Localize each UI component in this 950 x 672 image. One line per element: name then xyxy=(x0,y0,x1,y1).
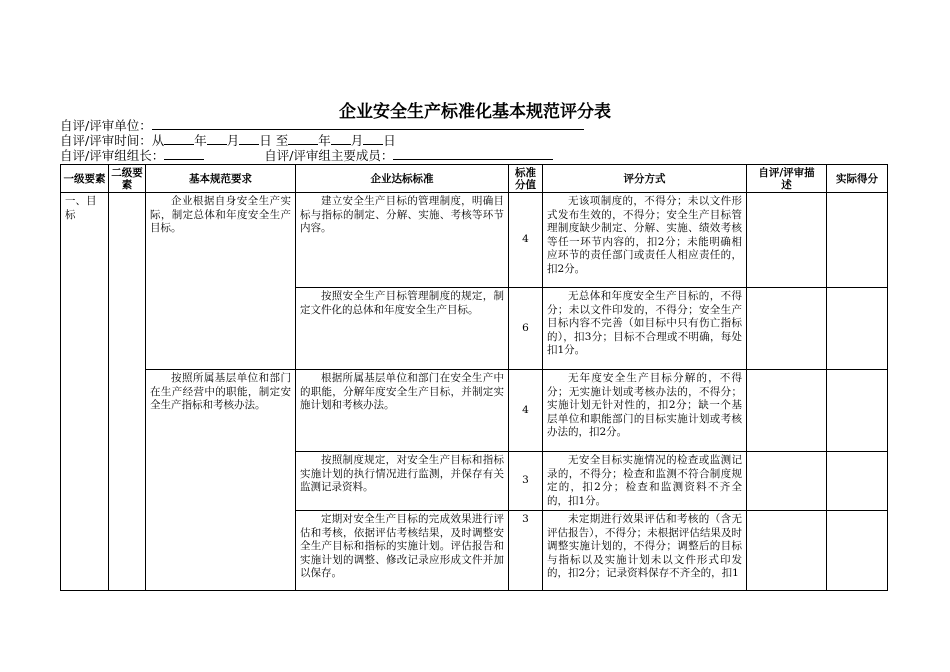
table-row xyxy=(61,193,888,288)
self-eval-cell[interactable] xyxy=(747,370,827,452)
unit-label: 自评/评审单位： xyxy=(60,118,152,133)
header-actual: 实际得分 xyxy=(827,165,888,193)
standard-cell: 按照制度规定，对安全生产目标和指标实施计划的执行情况进行监测，并保存有关监测记录资料。 xyxy=(296,452,509,511)
end-day-unit: 日 xyxy=(383,133,396,148)
actual-score-cell[interactable] xyxy=(827,511,888,591)
to-label: 至 xyxy=(275,133,289,148)
score-cell: 4 xyxy=(509,370,543,452)
standard-cell: 定期对安全生产目标的完成效果进行评估和考核，依据评估考核结果，及时调整安全生产目标和指标的实施计划。评估报告和实施计划的调整、修改记录应形成文件并加以保存。 xyxy=(296,511,509,591)
time-line xyxy=(60,133,396,148)
start-day-unit: 日 xyxy=(259,133,272,148)
start-day-blank xyxy=(239,133,259,145)
header-level1: 一级要素 xyxy=(61,165,109,193)
level2-cell xyxy=(109,193,146,591)
end-year-unit: 年 xyxy=(318,133,331,148)
members-blank xyxy=(393,148,553,160)
start-year-unit: 年 xyxy=(194,133,207,148)
end-year-blank xyxy=(288,133,318,145)
score-table xyxy=(60,164,888,591)
method-cell: 无安全目标实施情况的检查或监测记录的，不得分；检查和监测不符合制度规定的，扣2分；检查和监测资料不齐全的，扣1分。 xyxy=(543,452,747,511)
header-level2: 二级要素 xyxy=(109,165,146,193)
header-standard: 企业达标标准 xyxy=(296,165,509,193)
header-score: 标准分值 xyxy=(509,165,543,193)
header-method: 评分方式 xyxy=(543,165,747,193)
self-eval-cell[interactable] xyxy=(747,511,827,591)
actual-score-cell[interactable] xyxy=(827,452,888,511)
header-self: 自评/评审描 述 xyxy=(747,165,827,193)
self-eval-cell[interactable] xyxy=(747,452,827,511)
time-label: 自评/评审时间：从 xyxy=(60,133,165,148)
leader-line xyxy=(60,148,553,163)
standard-cell: 按照安全生产目标管理制度的规定，制定文件化的总体和年度安全生产目标。 xyxy=(296,288,509,370)
unit-line xyxy=(60,118,584,133)
table-row xyxy=(61,370,888,452)
end-day-blank xyxy=(363,133,383,145)
actual-score-cell[interactable] xyxy=(827,193,888,288)
standard-cell: 根据所属基层单位和部门在安全生产中的职能，分解年度安全生产目标，并制定实施计划和考核办法。 xyxy=(296,370,509,452)
end-month-blank xyxy=(331,133,351,145)
end-month-unit: 月 xyxy=(350,133,364,148)
actual-score-cell[interactable] xyxy=(827,370,888,452)
header-row xyxy=(61,165,888,193)
unit-blank xyxy=(152,118,584,130)
method-cell: 无年度安全生产目标分解的，不得分；无实施计划或考核办法的，不得分；实施计划无针对性的，扣2分；缺一个基层单位和职能部门的目标实施计划或考核办法的，扣2分。 xyxy=(543,370,747,452)
leader-label: 自评/评审组组长： xyxy=(60,148,165,163)
score-cell: 4 xyxy=(509,193,543,288)
self-eval-cell[interactable] xyxy=(747,288,827,370)
basic-req-cell: 企业根据自身安全生产实际，制定总体和年度安全生产目标。 xyxy=(146,193,296,370)
leader-blank xyxy=(164,148,204,160)
members-label: 自评/评审组主要成员： xyxy=(264,148,394,163)
page-title: 企业安全生产标准化基本规范评分表 xyxy=(339,102,611,122)
actual-score-cell[interactable] xyxy=(827,288,888,370)
header-basic: 基本规范要求 xyxy=(146,165,296,193)
start-month-unit: 月 xyxy=(226,133,240,148)
method-cell: 无该项制度的，不得分；未以文件形式发布生效的，不得分；安全生产目标管理制度缺少制定、分解、实施、绩效考核等任一环节内容的，扣2分；未能明确相应环节的责任部门或责任人相应责任的，扣2分。 xyxy=(543,193,747,288)
method-cell: 无总体和年度安全生产目标的，不得分；未以文件印发的，不得分；安全生产目标内容不完善（如目标中只有伤亡指标的），扣3分；目标不合理或不明确，每处扣1分。 xyxy=(543,288,747,370)
standard-cell: 建立安全生产目标的管理制度，明确目标与指标的制定、分解、实施、考核等环节内容。 xyxy=(296,193,509,288)
score-cell: 3 xyxy=(509,511,543,591)
basic-req-cell: 按照所属基层单位和部门在生产经营中的职能，制定安全生产指标和考核办法。 xyxy=(146,370,296,591)
start-year-blank xyxy=(164,133,194,145)
start-month-blank xyxy=(207,133,227,145)
score-cell: 6 xyxy=(509,288,543,370)
score-cell: 3 xyxy=(509,452,543,511)
method-cell: 未定期进行效果评估和考核的（含无评估报告），不得分；未根据评估结果及时调整实施计划的，不得分；调整后的目标与指标以及实施计划未以文件形式印发的，扣2分；记录资料保存不齐全的，扣1 xyxy=(543,511,747,591)
level1-cell: 一、目标 xyxy=(61,193,109,591)
self-eval-cell[interactable] xyxy=(747,193,827,288)
